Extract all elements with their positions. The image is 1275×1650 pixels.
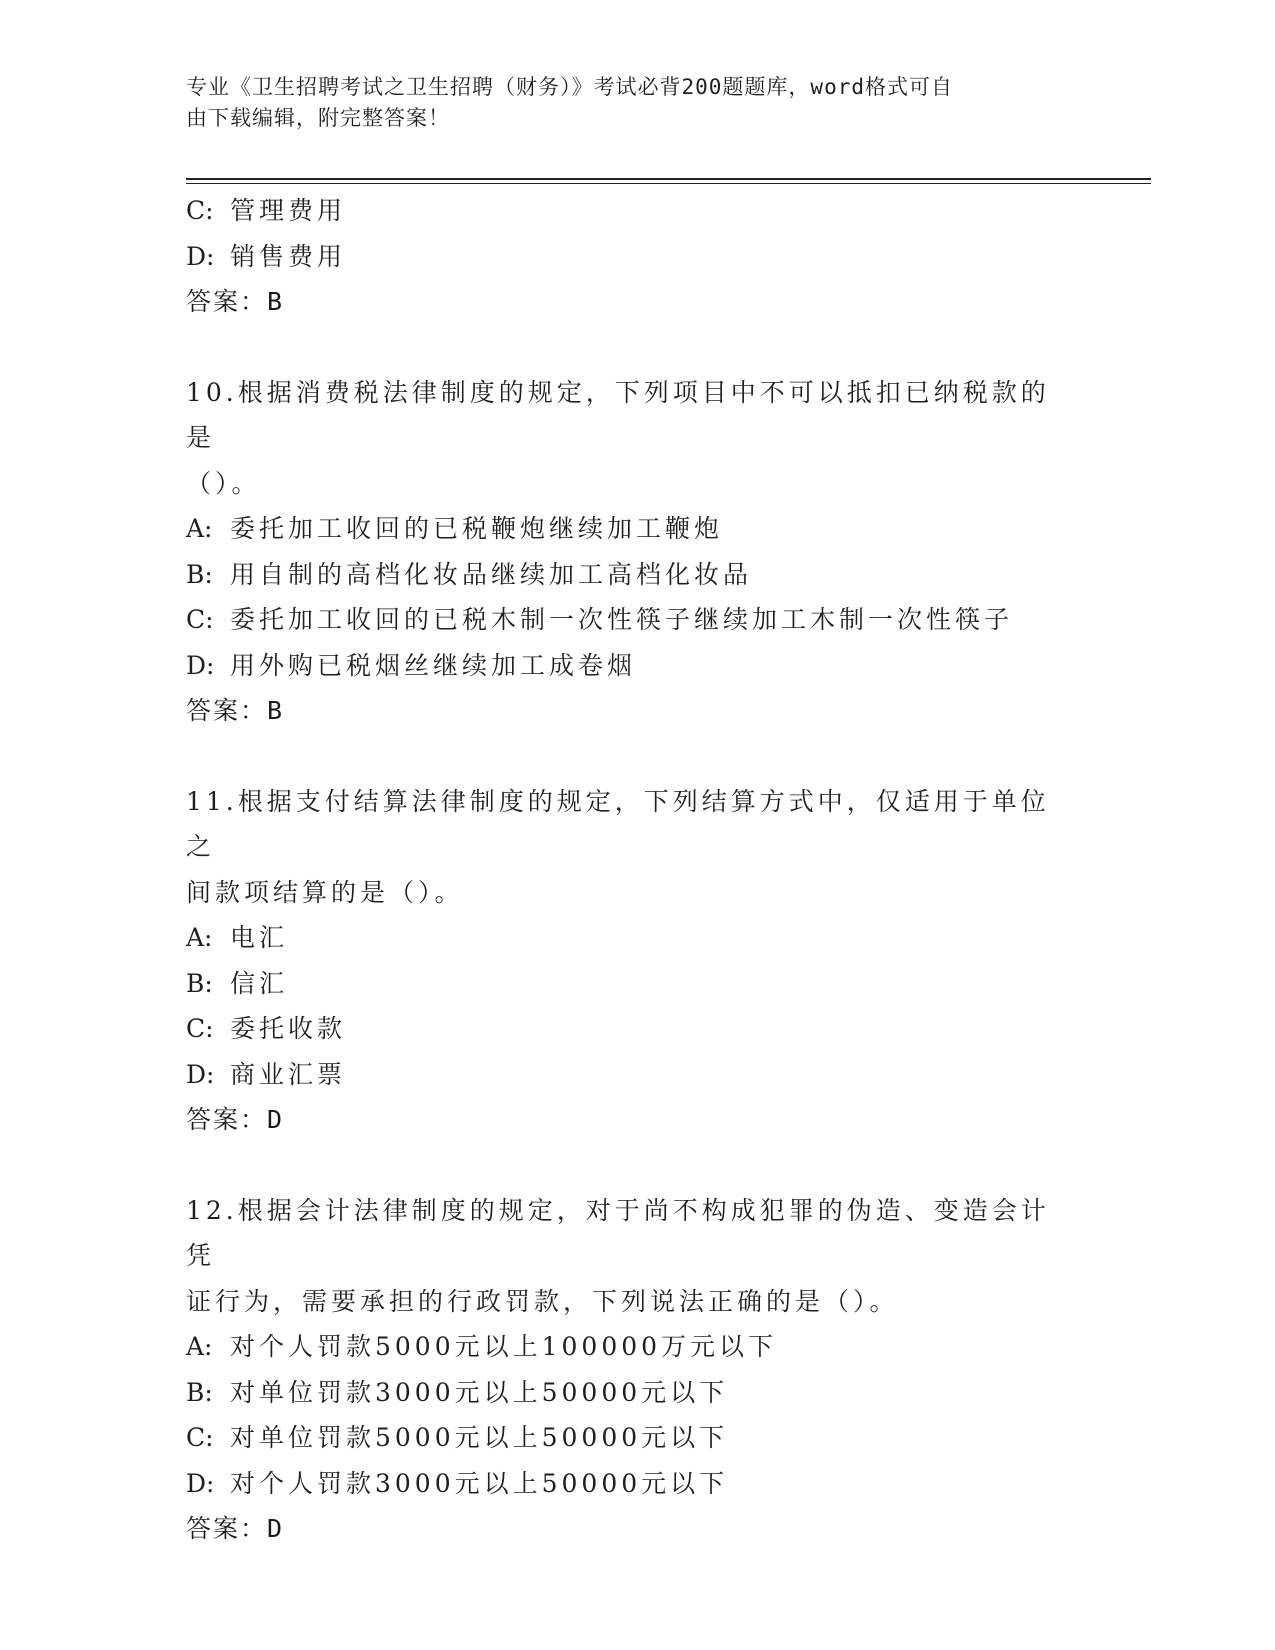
- option-a: [186, 915, 1086, 961]
- answer-value: B: [267, 287, 285, 316]
- option-text: 对单位罚款5000元以上50000元以下: [230, 1423, 729, 1452]
- answer-label: 答案：: [186, 1514, 268, 1543]
- question-11: [186, 779, 1086, 1143]
- header-line-2: 由下载编辑，附完整答案！: [186, 106, 450, 130]
- option-b: [186, 1370, 1086, 1416]
- option-key: A:: [186, 923, 213, 952]
- spacer: [186, 734, 1086, 779]
- option-c: [186, 1006, 1086, 1052]
- option-d: [186, 1052, 1086, 1098]
- answer-line: [186, 1097, 1086, 1143]
- option-key: C:: [186, 605, 214, 634]
- question-stem: [186, 1188, 1066, 1325]
- question-continued: [186, 188, 1086, 325]
- stem-line-1: 10.根据消费税法律制度的规定，下列项目中不可以抵扣已纳税款的是: [186, 377, 1050, 452]
- question-stem: [186, 370, 1066, 507]
- option-key: A:: [186, 1332, 213, 1361]
- option-text: 委托加工收回的已税木制一次性筷子继续加工木制一次性筷子: [230, 605, 1014, 634]
- option-key: C:: [186, 1423, 214, 1452]
- answer-label: 答案：: [186, 696, 268, 725]
- question-stem: [186, 779, 1066, 916]
- option-a: [186, 506, 1086, 552]
- option-text: 对单位罚款3000元以上50000元以下: [230, 1377, 729, 1407]
- stem-line-1: 11.根据支付结算法律制度的规定，下列结算方式中，仅适用于单位之: [186, 786, 1050, 861]
- option-b: [186, 552, 1086, 598]
- option-text: 电汇: [230, 923, 289, 952]
- header-line-1: 专业《卫生招聘考试之卫生招聘（财务）》考试必背200题题库，word格式可自: [186, 75, 953, 99]
- option-key: D:: [186, 650, 215, 680]
- option-text: 商业汇票: [230, 1059, 347, 1089]
- header-divider: [186, 178, 1151, 184]
- option-key: C:: [186, 196, 214, 225]
- option-d: [186, 234, 1086, 280]
- option-text: 销售费用: [230, 241, 347, 271]
- option-text: 用外购已税烟丝继续加工成卷烟: [230, 650, 637, 680]
- option-key: D:: [186, 1059, 215, 1089]
- option-text: 对个人罚款3000元以上50000元以下: [230, 1468, 729, 1498]
- answer-line: [186, 279, 1086, 325]
- answer-value: D: [267, 1514, 285, 1543]
- option-key: D:: [186, 241, 215, 271]
- option-text: 管理费用: [230, 196, 347, 225]
- option-text: 信汇: [230, 968, 289, 998]
- page-header: [186, 72, 1066, 134]
- document-body: [186, 188, 1086, 1552]
- option-c: [186, 188, 1086, 234]
- question-12: [186, 1188, 1086, 1552]
- stem-line-2: 间款项结算的是（）。: [186, 877, 464, 907]
- answer-value: D: [267, 1105, 285, 1134]
- option-d: [186, 1461, 1086, 1507]
- option-key: A:: [186, 514, 213, 543]
- option-key: D:: [186, 1468, 215, 1498]
- option-c: [186, 597, 1086, 643]
- answer-value: B: [267, 696, 285, 725]
- stem-line-1: 12.根据会计法律制度的规定，对于尚不构成犯罪的伪造、变造会计凭: [186, 1195, 1050, 1270]
- option-b: [186, 961, 1086, 1007]
- option-key: B:: [186, 1377, 213, 1407]
- option-a: [186, 1324, 1086, 1370]
- option-text: 委托收款: [230, 1014, 347, 1043]
- answer-label: 答案：: [186, 1105, 268, 1134]
- spacer: [186, 325, 1086, 370]
- spacer: [186, 1143, 1086, 1188]
- option-text: 用自制的高档化妆品继续加工高档化妆品: [230, 559, 753, 589]
- answer-label: 答案：: [186, 287, 268, 316]
- option-key: B:: [186, 559, 213, 589]
- option-text: 对个人罚款5000元以上100000万元以下: [230, 1332, 778, 1361]
- option-c: [186, 1415, 1086, 1461]
- answer-line: [186, 688, 1086, 734]
- option-key: C:: [186, 1014, 214, 1043]
- option-key: B:: [186, 968, 213, 998]
- option-text: 委托加工收回的已税鞭炮继续加工鞭炮: [230, 514, 724, 543]
- option-d: [186, 643, 1086, 689]
- answer-line: [186, 1506, 1086, 1552]
- question-10: [186, 370, 1086, 734]
- stem-line-2: （）。: [186, 468, 261, 498]
- stem-line-2: 证行为，需要承担的行政罚款，下列说法正确的是（）。: [186, 1286, 899, 1316]
